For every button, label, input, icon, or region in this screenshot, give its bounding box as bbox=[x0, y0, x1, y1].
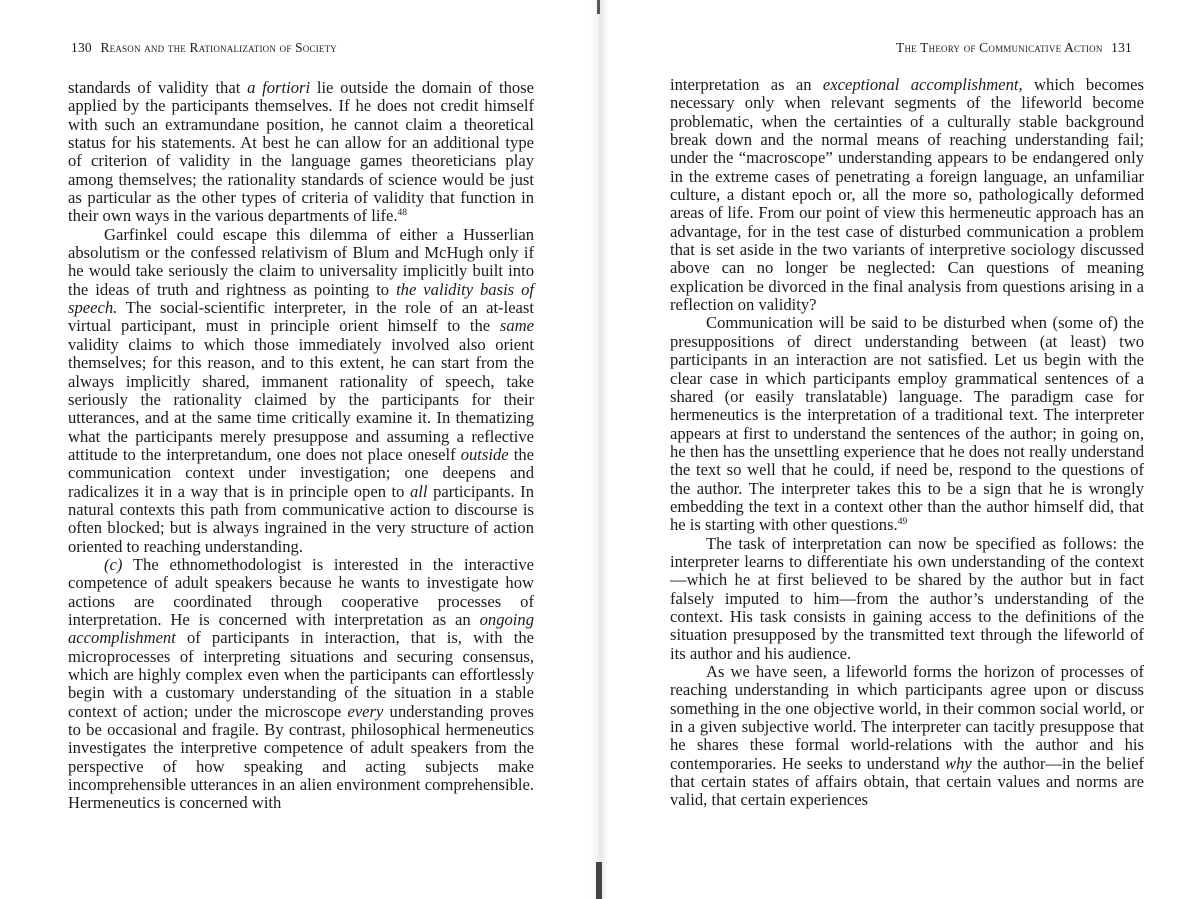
text-run: lie outside the domain of those applied by the participants themselves. If he does not credit himself with such an extramundane position, he cannot claim a theoretical status for his statements. At best he can allow for an additional type of criterion of validity in the language games theoreticians play among themselves; the rationality standards of science would be just as particular as the other types of criteria of validity that function in their own ways in the various departments of life. bbox=[68, 78, 534, 226]
left-running-head bbox=[66, 40, 337, 56]
footnote-marker: 48 bbox=[397, 208, 407, 219]
italic-text: why bbox=[945, 753, 972, 773]
text-run: which becomes necessary only when relevant segments of the lifeworld become problematic, when the certainties of a culturally stable background break down and the normal means of reaching understanding fail; under the “macroscope” understanding appears to be endangered only in the extreme cases of penetrating a foreign language, an unfamiliar culture, a distant epoch or, all the more so, pathologically deformed areas of life. From our point of view this hermeneutic approach has an advantage, for in the test case of disturbed communication a problem that is set aside in the two variants of interpretive sociology discussed above can no longer be neglected: Can questions of meaning explication be divorced in the final analysis from questions arising in a reflection on validity? bbox=[670, 75, 1144, 315]
text-run: interpretation as an bbox=[670, 75, 823, 94]
right-body-text bbox=[670, 76, 1144, 810]
right-page-number: 131 bbox=[1111, 40, 1132, 55]
italic-text: exceptional accomplishment, bbox=[822, 75, 1023, 94]
right-page bbox=[608, 0, 1199, 899]
paragraph bbox=[670, 76, 1144, 314]
italic-text: (c) bbox=[104, 554, 123, 574]
left-page-number: 130 bbox=[71, 40, 92, 55]
italic-text: all bbox=[410, 481, 428, 501]
paragraph bbox=[670, 663, 1144, 810]
text-run: As we have seen, a lifeworld forms the horizon of processes of reaching understanding in which participants agree upon or discuss something in the one objective world, in their common social world, or in a given subjective world. The interpreter can tacitly presuppose that he shares these formal world-relations with the author and his contemporaries. He seeks to understand bbox=[670, 662, 1144, 773]
text-run: participants. In natural contexts this path from communicative action to discourse is often blocked; but is always ingrained in the very structure of action oriented to reaching understanding. bbox=[68, 481, 534, 556]
left-page bbox=[0, 0, 590, 899]
right-running-title: The Theory of Communicative Action bbox=[896, 40, 1103, 55]
footnote-marker: 49 bbox=[897, 517, 908, 528]
text-run: standards of validity that bbox=[68, 78, 248, 97]
gutter-shadow-mark bbox=[596, 862, 602, 899]
italic-text: outside bbox=[460, 444, 509, 464]
left-running-title: Reason and the Rationalization of Society bbox=[100, 40, 338, 55]
paragraph bbox=[670, 535, 1144, 663]
text-run: Garfinkel could escape this dilemma of either a Husserlian absolutism or the confessed relativism of Blum and McHugh only if he would take seriously the claim to universality implicitly built into the ideas of truth and rightness as pointing to bbox=[68, 224, 534, 299]
left-body-text bbox=[68, 79, 534, 813]
right-running-head bbox=[896, 40, 1137, 56]
italic-text: every bbox=[347, 701, 384, 721]
paragraph bbox=[68, 556, 534, 813]
italic-text: ongoing accomplishment bbox=[68, 609, 534, 648]
gutter-shadow-mark bbox=[597, 0, 600, 14]
book-gutter bbox=[590, 0, 608, 899]
paragraph bbox=[68, 226, 534, 556]
italic-text: the validity basis of speech. bbox=[68, 279, 534, 318]
text-run: the author—in the belief that certain states of affairs obtain, that certain values and norms are valid, that certain experiences bbox=[670, 753, 1144, 810]
italic-text: a fortiori bbox=[247, 78, 311, 97]
text-run: The task of interpretation can now be specified as follows: the interpreter learns to differentiate his own understanding of the context—which he at first believed to be shared by the author but in fact falsely imputed to him—from the author’s understanding of the context. His task consists in gaining access to the definitions of the situation presupposed by the transmitted text through the lifeworld of its author and his audience. bbox=[670, 533, 1144, 663]
text-run: the communication context under investigation; one deepens and radicalizes it in a way that is in principle open to bbox=[68, 444, 534, 501]
text-run: Communication will be said to be disturbed when (some of) the presuppositions of direct understanding between (at least) two participants in an interaction are not satisfied. Let us begin with the clear case in which participants employ grammatical sentences of a shared (or easily translatable) language. The paradigm case for hermeneutics is the interpretation of a traditional text. The interpreter appears at first to understand the sentences of the author; in going on, he then has the unsettling experience that he does not really understand the text so well that he could, if need be, respond to the questions of the author. The interpreter takes this to be a sign that he is wrongly embedding the text in a context other than the author himself did, that he is starting with other questions. bbox=[670, 313, 1144, 535]
italic-text: same bbox=[499, 316, 534, 336]
text-run: understanding proves to be occasional and fragile. By contrast, philosophical hermeneutics investigates the interpretive competence of adult speakers from the perspective of how speaking and acting subjects make incomprehensible utterances in an alien environment comprehensible. Hermeneutics is concerned with bbox=[68, 701, 534, 813]
text-run: validity claims to which those immediately involved also orient themselves; for this reason, and to this extent, he can start from the always implicitly shared, immanent rationality of speech, take seriously the rationality claimed by the participants for their utterances, and at the same time critically examine it. In thematizing what the participants merely presuppose and assuming a reflective attitude to the interpretandum, one does not place oneself bbox=[68, 334, 534, 464]
paragraph bbox=[670, 314, 1144, 534]
text-run: The social-scientific interpreter, in the role of an at-least virtual participant, must in principle orient himself to the bbox=[68, 298, 534, 336]
paragraph bbox=[68, 79, 534, 226]
text-run: of participants in interaction, that is, with the microprocesses of interpreting situations and securing consensus, which are highly complex even when the participants can effortlessly begin with a customary understanding of the situation in a stable context of action; under the microscope bbox=[68, 628, 534, 721]
text-run: The ethnomethodologist is interested in the interactive competence of adult speakers because he wants to investigate how actions are coordinated through cooperative processes of interpretation. He is concerned with interpretation as an bbox=[68, 554, 534, 629]
